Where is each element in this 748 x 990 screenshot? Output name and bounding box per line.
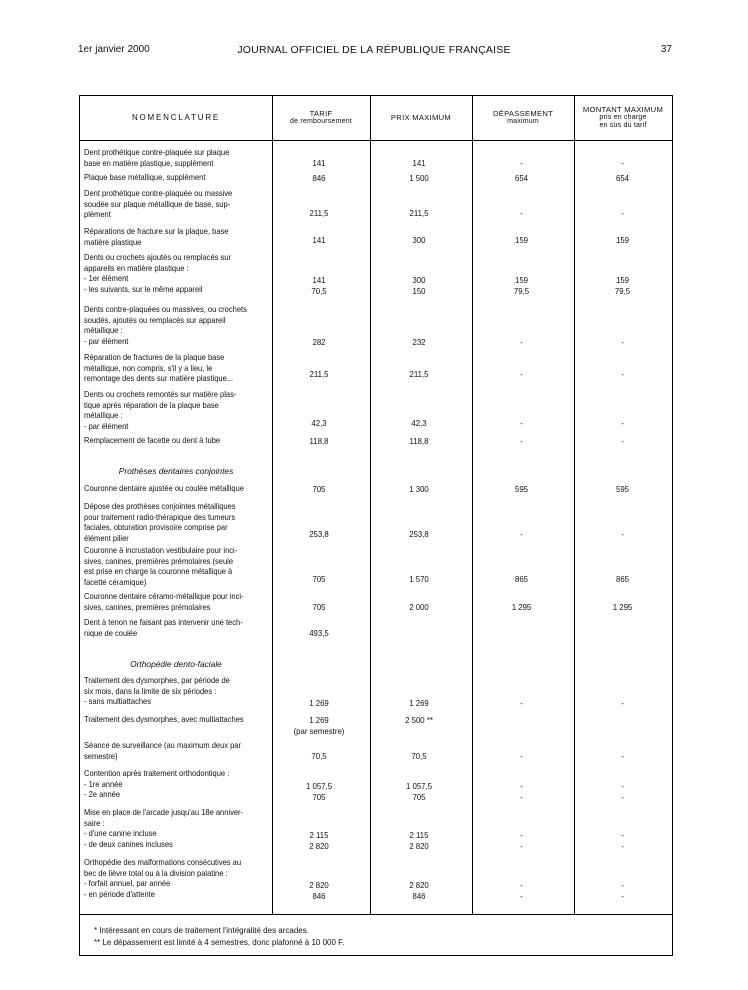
cell-value: - bbox=[621, 751, 624, 761]
row-description bbox=[84, 546, 246, 588]
cell-value: 141 bbox=[312, 158, 326, 168]
cell-value: 705 bbox=[312, 574, 326, 584]
cell-value: 595 bbox=[514, 484, 529, 494]
cell-value: - bbox=[621, 529, 624, 539]
description-line: matière plastique bbox=[84, 237, 142, 247]
header-depassement-sublabel: maximum bbox=[507, 118, 539, 125]
description-line: - les suivants, sur le même appareil bbox=[84, 284, 203, 294]
description-line: est prise en charge la couronne métallique à bbox=[84, 567, 233, 577]
description-line: Réparations de fracture sur la plaque, base bbox=[84, 227, 229, 236]
description-line: - de deux canines incluses bbox=[84, 839, 173, 849]
cell-value: 1 269 bbox=[309, 715, 329, 725]
cell-value: 211,5 bbox=[409, 208, 429, 218]
description-line: Couronne à incrustation vestibulaire pour inci- bbox=[84, 546, 238, 555]
section-title: Orthopédie dento-faciale bbox=[130, 659, 222, 669]
cell-value: 118,8 bbox=[309, 436, 329, 446]
row-description bbox=[84, 436, 246, 447]
description-line: Mise en place de l'arcade jusqu'au 18e anniver- bbox=[84, 808, 244, 817]
description-line: sives, canines, premières prémolaires bbox=[84, 602, 211, 612]
cell-value: 865 bbox=[615, 574, 630, 584]
cell-value: 150 bbox=[412, 286, 426, 296]
row-description bbox=[84, 618, 246, 639]
cell-value: 70,5 bbox=[311, 751, 327, 761]
description-line: facette céramique) bbox=[84, 577, 147, 587]
description-line: - par élément bbox=[84, 336, 129, 346]
cell-value: - bbox=[520, 880, 523, 890]
cell-value: 70,5 bbox=[411, 751, 427, 761]
cell-value: 2 820 bbox=[409, 880, 429, 890]
description-line: - d'une canine incluse bbox=[84, 829, 157, 839]
cell-value: 1 295 bbox=[612, 602, 633, 612]
cell-value: - bbox=[621, 880, 624, 890]
cell-value: 1 300 bbox=[409, 484, 429, 494]
description-line: Plaque base métallique, supplément bbox=[84, 173, 206, 182]
description-line: Dents ou crochets ajoutés ou remplacés sur bbox=[84, 253, 231, 262]
row-description bbox=[84, 858, 246, 900]
description-line: - sans multiattaches bbox=[84, 697, 151, 707]
row-description bbox=[84, 715, 246, 726]
description-line: soudés, ajoutés ou remplacés sur appareil bbox=[84, 315, 226, 325]
row-description bbox=[84, 173, 246, 184]
description-line: semestre) bbox=[84, 751, 118, 761]
description-line: métallique : bbox=[84, 411, 123, 421]
cell-value: 595 bbox=[615, 484, 630, 494]
cell-value: 2 115 bbox=[409, 830, 429, 840]
cell-value: - bbox=[621, 158, 624, 168]
description-line: Réparation de fractures de la plaque base bbox=[84, 353, 225, 362]
description-line: saire : bbox=[84, 818, 105, 828]
header-nomenclature bbox=[80, 96, 272, 140]
cell-value: 211,5 bbox=[409, 369, 429, 379]
cell-value: 705 bbox=[312, 792, 326, 802]
cell-value: 300 bbox=[412, 235, 426, 245]
row-description bbox=[84, 253, 246, 295]
description-line: - 1er élément bbox=[84, 274, 129, 284]
footnotes bbox=[80, 914, 672, 956]
cell-value: 282 bbox=[312, 337, 326, 347]
description-line: appareils en matière plastique : bbox=[84, 263, 189, 273]
description-line: Couronne dentaire ajustée ou coulée métallique bbox=[84, 484, 244, 493]
row-description bbox=[84, 390, 246, 432]
row-description bbox=[84, 769, 246, 801]
header-depassement bbox=[472, 96, 574, 140]
description-line: - en période d'attente bbox=[84, 889, 155, 899]
cell-value: - bbox=[520, 436, 523, 446]
header-date: 1er janvier 2000 bbox=[78, 44, 150, 55]
header-prix-maximum bbox=[370, 96, 472, 140]
description-line: Dents contre-plaquées ou massives, ou crochets bbox=[84, 305, 247, 314]
cell-value: 118,8 bbox=[409, 436, 429, 446]
description-line: remontage des dents sur matière plastique... bbox=[84, 374, 234, 384]
header-montant-maximum bbox=[574, 96, 672, 140]
cell-value: 253,8 bbox=[309, 529, 329, 539]
cell-value: 42,3 bbox=[311, 418, 327, 428]
description-line: soudée sur plaque métallique de base, sup- bbox=[84, 199, 231, 209]
column-divider bbox=[370, 96, 371, 914]
description-line: métallique, non compris, s'il y a lieu, le bbox=[84, 363, 213, 373]
header-prix-label: PRIX MAXIMUM bbox=[390, 113, 452, 122]
cell-value: 654 bbox=[514, 173, 529, 183]
description-line: élément pilier bbox=[84, 533, 129, 543]
cell-value: 846 bbox=[412, 891, 426, 901]
footnote-1: * Intéressant en cours de traitement l'intégralité des arcades. bbox=[94, 926, 309, 935]
cell-value: 141 bbox=[312, 235, 326, 245]
description-line: - par élément bbox=[84, 421, 129, 431]
row-description bbox=[84, 353, 246, 385]
cell-value: 865 bbox=[514, 574, 529, 584]
column-divider bbox=[472, 96, 473, 914]
cell-value: 2 000 bbox=[409, 602, 429, 612]
cell-value: 1 500 bbox=[409, 173, 429, 183]
description-line: - 2e année bbox=[84, 790, 121, 800]
description-line: sives, canines, premières prémolaires (seule bbox=[84, 556, 234, 566]
cell-value: 846 bbox=[312, 891, 326, 901]
cell-value: 2 820 bbox=[309, 880, 329, 890]
cell-value: - bbox=[621, 418, 624, 428]
description-line: faciales, obturation provisoire comprise par bbox=[84, 523, 228, 533]
cell-value: - bbox=[621, 369, 624, 379]
description-line: tique après réparation de la plaque base bbox=[84, 400, 219, 410]
tariff-table bbox=[79, 95, 673, 956]
description-line: Dent à tenon ne faisant pas intervenir une tech- bbox=[84, 618, 243, 627]
cell-value: 1 570 bbox=[409, 574, 429, 584]
description-line: six mois, dans la limite de six périodes : bbox=[84, 686, 217, 696]
description-line: nique de coulée bbox=[84, 628, 138, 638]
cell-value: 232 bbox=[412, 337, 426, 347]
header-tarif-sublabel: de remboursement bbox=[290, 118, 352, 125]
cell-value: - bbox=[520, 337, 523, 347]
cell-value: - bbox=[621, 337, 624, 347]
section-title: Prothèses dentaires conjointes bbox=[118, 466, 234, 476]
cell-value: 654 bbox=[615, 173, 630, 183]
description-line: pour traitement radio-thérapique des tumeurs bbox=[84, 512, 236, 522]
header-depassement-label: DÉPASSEMENT bbox=[492, 109, 554, 118]
cell-value: - bbox=[520, 830, 523, 840]
cell-value: 141 bbox=[412, 158, 426, 168]
description-line: plément bbox=[84, 210, 111, 220]
description-line: Dent prothétique contre-plaquée ou massive bbox=[84, 189, 233, 198]
cell-value: - bbox=[621, 891, 624, 901]
cell-value: - bbox=[520, 751, 523, 761]
footnote-2: ** Le dépassement est limité à 4 semestres, donc plafonné à 10 000 F. bbox=[94, 938, 345, 947]
cell-value: - bbox=[520, 369, 523, 379]
description-line: Dépose des prothèses conjointes métalliques bbox=[84, 502, 236, 511]
header-nomenclature-label: NOMENCLATURE bbox=[131, 113, 221, 122]
description-line: Couronne dentaire céramo-métallique pour inci- bbox=[84, 592, 244, 601]
cell-value: 211,5 bbox=[309, 208, 329, 218]
description-line: Dent prothétique contre-plaquée sur plaque bbox=[84, 148, 230, 157]
cell-value: - bbox=[621, 208, 624, 218]
cell-value: - bbox=[520, 208, 523, 218]
cell-value: 705 bbox=[412, 792, 426, 802]
description-line: Remplacement de facette ou dent à tube bbox=[84, 436, 221, 445]
cell-value: 253,8 bbox=[409, 529, 429, 539]
cell-value: 79,5 bbox=[614, 286, 631, 296]
cell-value: 2 820 bbox=[309, 841, 329, 851]
cell-value: 159 bbox=[514, 235, 529, 245]
cell-value: - bbox=[520, 891, 523, 901]
row-description bbox=[84, 741, 246, 762]
column-divider bbox=[272, 96, 273, 914]
cell-value: 493,5 bbox=[309, 628, 329, 638]
table-header-row bbox=[80, 96, 672, 141]
cell-value: 1 057,5 bbox=[405, 781, 433, 791]
cell-value: - bbox=[520, 781, 523, 791]
journal-title: JOURNAL OFFICIEL DE LA RÉPUBLIQUE FRANÇAISE bbox=[237, 44, 511, 56]
header-tarif bbox=[272, 96, 370, 140]
description-line: Traitement des dysmorphes, avec multiattaches bbox=[84, 715, 244, 724]
cell-value: 159 bbox=[514, 275, 529, 285]
description-line: bec de lièvre total ou à la division palatine : bbox=[84, 868, 228, 878]
row-description bbox=[84, 305, 246, 347]
row-description bbox=[84, 676, 246, 708]
cell-value: 300 bbox=[412, 275, 426, 285]
description-line: Orthopédie des malformations consécutives au bbox=[84, 858, 242, 867]
cell-value: - bbox=[621, 781, 624, 791]
row-description bbox=[84, 592, 246, 613]
cell-value: 141 bbox=[312, 275, 326, 285]
row-description bbox=[84, 148, 246, 169]
row-description bbox=[84, 808, 246, 850]
cell-value: - bbox=[621, 436, 624, 446]
cell-value: (par semestre) bbox=[293, 726, 345, 736]
row-description bbox=[84, 189, 246, 221]
row-description bbox=[84, 502, 246, 544]
cell-value: - bbox=[621, 830, 624, 840]
cell-value: 42,3 bbox=[411, 418, 427, 428]
description-line: - forfait annuel, par année bbox=[84, 879, 171, 889]
header-montant-sublabel-2: en sus du tarif bbox=[599, 122, 647, 129]
cell-value: 211,5 bbox=[309, 369, 329, 379]
cell-value: 2 820 bbox=[409, 841, 429, 851]
description-line: Dents ou crochets remontés sur matière plas- bbox=[84, 390, 237, 399]
cell-value: 159 bbox=[615, 235, 630, 245]
cell-value: 70,5 bbox=[311, 286, 327, 296]
cell-value: 705 bbox=[312, 484, 326, 494]
page-number: 37 bbox=[660, 44, 672, 55]
cell-value: 79,5 bbox=[513, 286, 530, 296]
header-montant-label: MONTANT MAXIMUM bbox=[582, 105, 664, 114]
cell-value: - bbox=[520, 529, 523, 539]
cell-value: - bbox=[621, 841, 624, 851]
cell-value: 1 269 bbox=[309, 698, 329, 708]
cell-value: 2 500 ** bbox=[405, 715, 433, 725]
cell-value: 1 057,5 bbox=[305, 781, 333, 791]
row-description bbox=[84, 484, 246, 495]
cell-value: - bbox=[520, 841, 523, 851]
cell-value: 846 bbox=[312, 173, 326, 183]
cell-value: 2 115 bbox=[309, 830, 329, 840]
column-divider bbox=[574, 96, 575, 914]
cell-value: 159 bbox=[615, 275, 630, 285]
description-line: base en matière plastique, supplément bbox=[84, 158, 214, 168]
description-line: - 1re année bbox=[84, 779, 123, 789]
description-line: métallique : bbox=[84, 326, 123, 336]
description-line: Contention après traitement orthodontique : bbox=[84, 769, 230, 778]
cell-value: - bbox=[621, 792, 624, 802]
header-tarif-label: TARIF bbox=[309, 109, 333, 118]
cell-value: - bbox=[520, 418, 523, 428]
description-line: Séance de surveillance (au maximum deux par bbox=[84, 741, 242, 750]
cell-value: 1 295 bbox=[511, 602, 532, 612]
cell-value: - bbox=[520, 698, 523, 708]
description-line: Traitement des dysmorphes, par période de bbox=[84, 676, 230, 685]
row-description bbox=[84, 227, 246, 248]
cell-value: - bbox=[520, 158, 523, 168]
cell-value: 1 269 bbox=[409, 698, 429, 708]
header-montant-sublabel-1: pris en charge bbox=[599, 114, 647, 121]
cell-value: - bbox=[621, 698, 624, 708]
cell-value: - bbox=[520, 792, 523, 802]
cell-value: 705 bbox=[312, 602, 326, 612]
